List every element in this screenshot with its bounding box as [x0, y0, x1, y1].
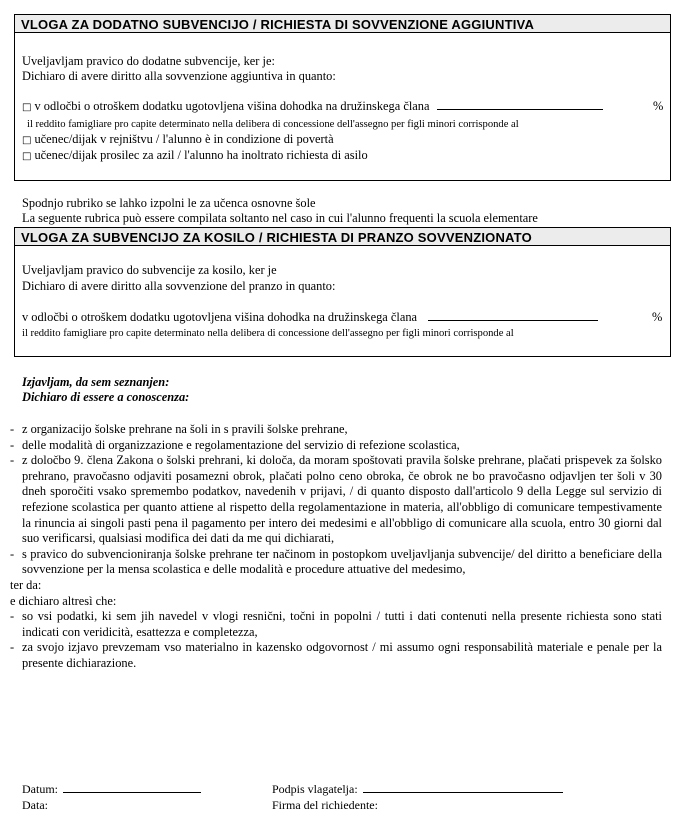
lunch-intro-it: Dichiaro di avere diritto alla sovvenzione del pranzo in quanto: [22, 279, 336, 293]
date-label: Datum: [22, 782, 201, 797]
list-item: - s pravico do subvencioniranja šolske prehrane ter načinom in postopkom uveljavljanja subvencije/ del diritto a beneficiare della sovvenzione per la mensa scolastica e delle modalità e procedure attuative del medesimo, [10, 546, 662, 577]
additional-option-income-it: il reddito famigliare pro capite determinato nella delibera di concessione dell'assegno per figli minori corrisponde al [27, 119, 519, 130]
additional-intro-sl: Uveljavljam pravico do dodatne subvencije, ker je: [22, 54, 275, 68]
lunch-intro-sl: Uveljavljam pravico do subvencije za kosilo, ker je [22, 263, 277, 277]
declaration-heading-it: Dichiaro di essere a conoscenza: [22, 390, 190, 404]
lunch-income-percent-field[interactable] [428, 310, 598, 321]
lunch-option-income-it: il reddito famigliare pro capite determinato nella delibera di concessione dell'assegno per figli minori corrisponde al [22, 328, 514, 339]
ter-da-text: ter da: [10, 577, 42, 592]
date-field[interactable] [63, 782, 201, 793]
additional-option-foster [22, 132, 334, 148]
list-item: - so vsi podatki, ki sem jih navedel v vlogi resnični, točni in popolni / tutti i dati contenuti nella presente richiesta sono stati indicati con veridicità, esattezza e completezza, [10, 609, 662, 639]
lunch-subsidy-title: VLOGA ZA SUBVENCIJO ZA KOSILO / RICHIESTA DI PRANZO SOVVENZIONATO [15, 228, 670, 246]
list-item: - za svojo izjavo prevzemam vso materialno in kazensko odgovornost / mi assumo ogni responsabilità materiale e penale per la presente dichiarazione. [10, 640, 662, 670]
lunch-percent-sign: % [652, 310, 663, 324]
list-item: - delle modalità di organizzazione e regolamentazione del servizio di refezione scolastica, [10, 437, 460, 452]
note-it: La seguente rubrica può essere compilata soltanto nel caso in cui l'alunno frequenti la scuola elementare [22, 211, 538, 225]
date-label-it: Data: [22, 798, 48, 812]
checkbox-income[interactable]: □ [22, 102, 32, 113]
option-foster-label: učenec/dijak v rejništvu / l'alunno è in condizione di povertà [34, 132, 334, 146]
additional-option-asylum [22, 148, 368, 164]
option-income-label: v odločbi o otroškem dodatku ugotovljena višina dohodka na družinskega člana [34, 99, 430, 113]
signature-label: Podpis vlagatelja: [272, 782, 563, 797]
signature-label-it: Firma del richiedente: [272, 798, 378, 812]
additional-intro-it: Dichiaro di avere diritto alla sovvenzione aggiuntiva in quanto: [22, 69, 336, 83]
note-sl: Spodnjo rubriko se lahko izpolni le za učenca osnovne šole [22, 196, 316, 210]
also-declare-text: e dichiaro altresì che: [10, 593, 117, 608]
additional-option-income [22, 99, 603, 115]
list-item: - z določbo 9. člena Zakona o šolski prehrani, ki določa, da moram spoštovati pravila šolske prehrane, plačati prispevek za šolsko prehrano, pravočasno odjaviti posamezni obrok, plačati polno ceno obroka, če obrok ne bo pravočasno odjavljen ter šoli v 30 dneh sporočiti vsako spremembo podatkov, navedenih v prijavi, / di quanto disposto dall'articolo 9 della Legge sul servizio di refezione scolastica per quanto attiene al rispetto della regolamentazione in materia, all'obbligo di comunicare tempestivamente la rinuncia ai singoli pasti pena il pagamento per intero dei medesimi e all'obbligo di comunicare alla scuola, entro 30 giorni dal suo verificarsi, qualsiasi modifica dei dati da me qui dichiarati, [10, 453, 662, 546]
declaration-heading-sl: Izjavljam, da sem seznanjen: [22, 375, 170, 389]
additional-subsidy-title: VLOGA ZA DODATNO SUBVENCIJO / RICHIESTA DI SOVVENZIONE AGGIUNTIVA [15, 15, 670, 33]
checkbox-asylum[interactable]: □ [22, 151, 32, 162]
declaration-list [10, 422, 662, 672]
signature-field[interactable] [363, 782, 563, 793]
income-percent-field[interactable] [437, 99, 603, 110]
list-item: - z organizacijo šolske prehrane na šoli in s pravili šolske prehrane, [10, 422, 348, 436]
lunch-option-income [22, 310, 598, 325]
lunch-income-label: v odločbi o otroškem dodatku ugotovljena višina dohodka na družinskega člana [22, 310, 418, 324]
checkbox-foster[interactable]: □ [22, 135, 32, 146]
income-percent-sign: % [653, 99, 664, 113]
option-asylum-label: učenec/dijak prosilec za azil / l'alunno ha inoltrato richiesta di asilo [34, 148, 368, 162]
